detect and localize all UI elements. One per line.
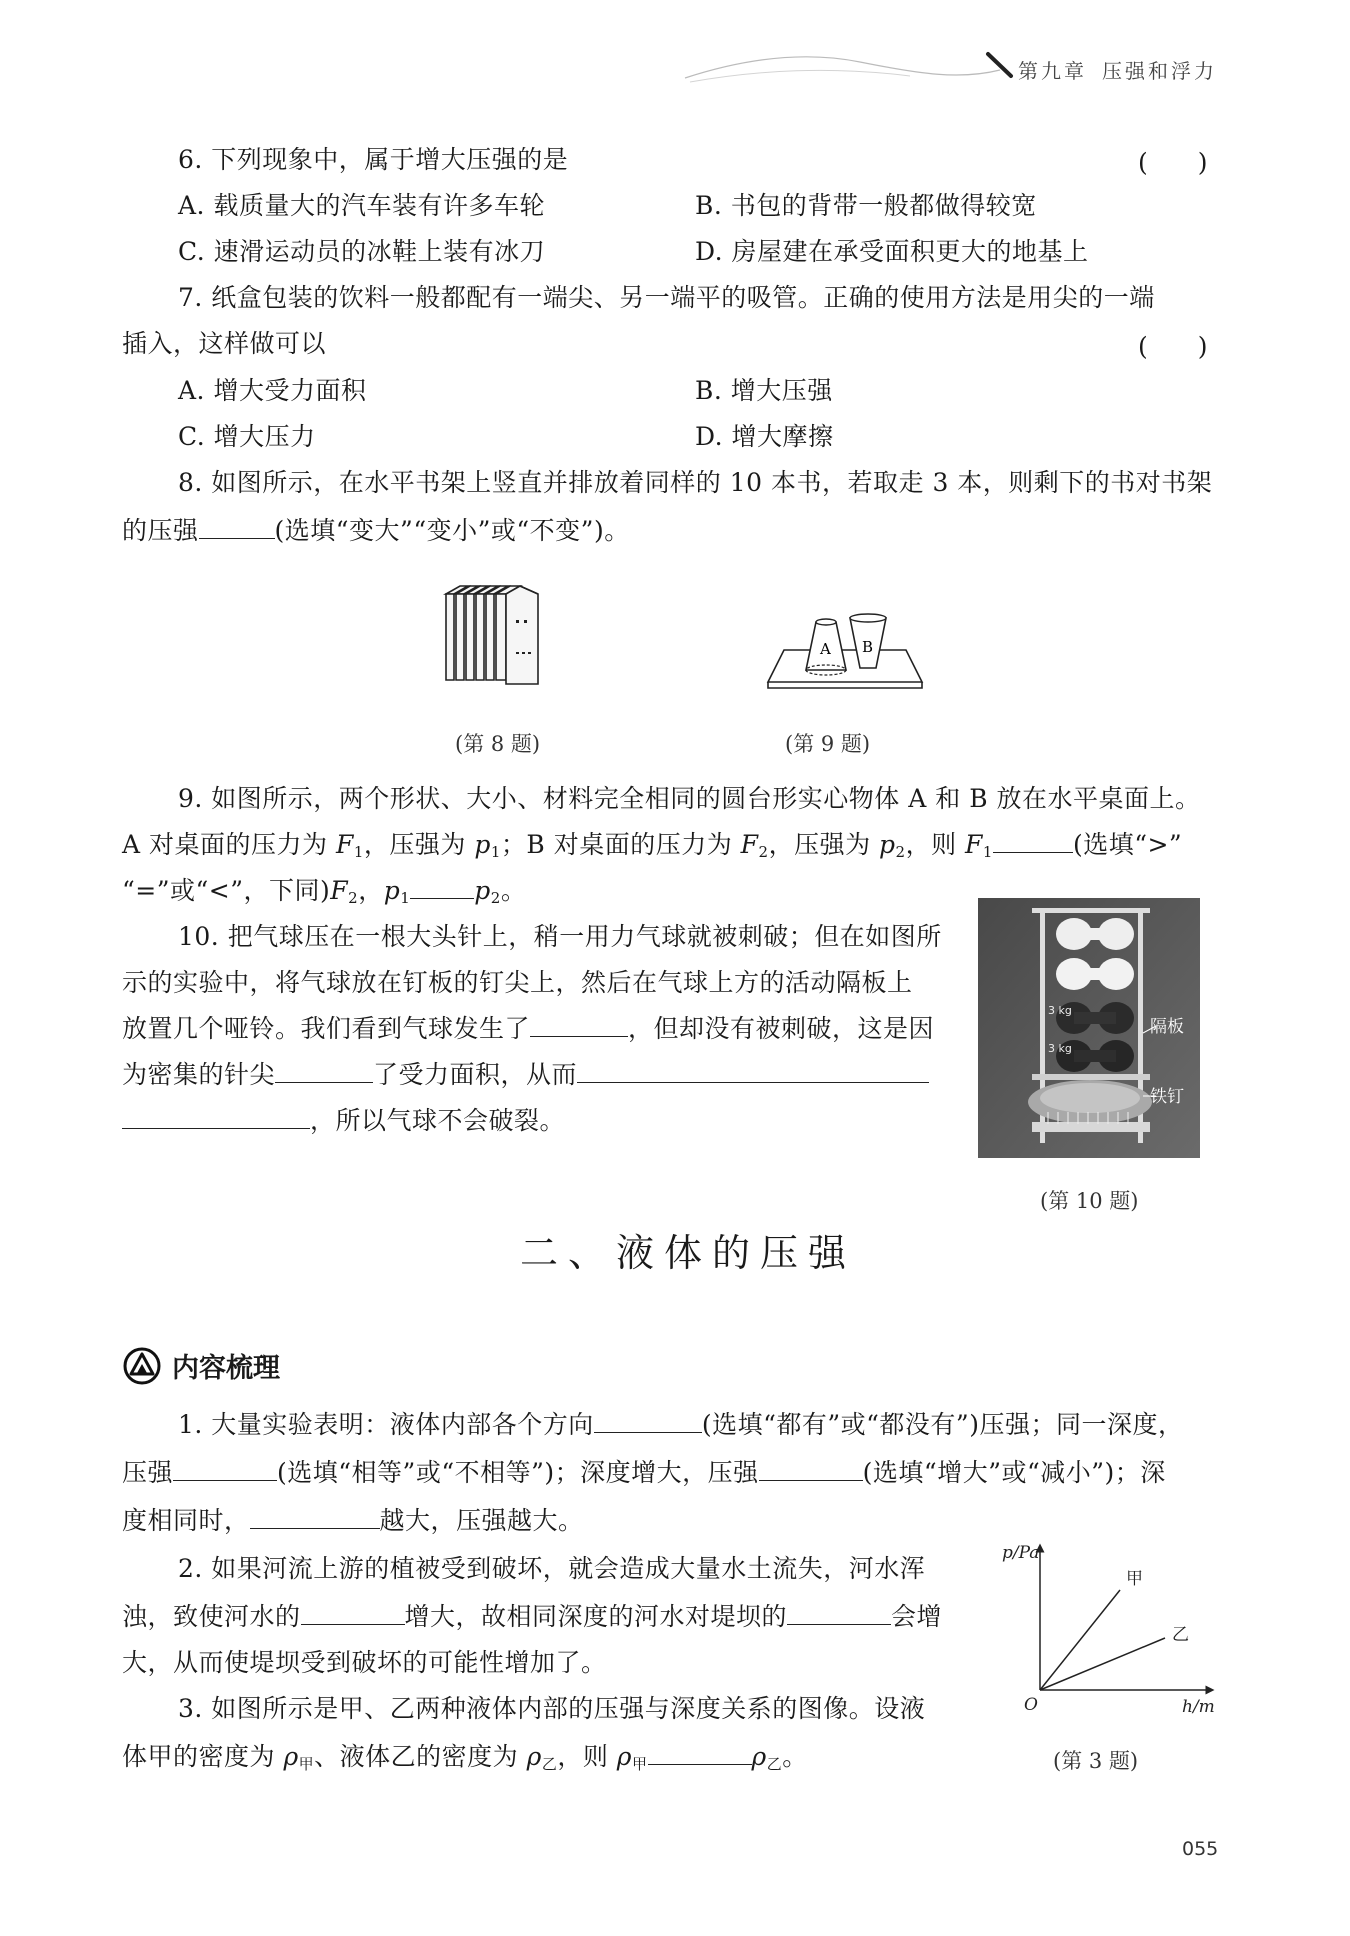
q9-sub: 1 [353, 843, 364, 861]
q9-text: “=”或“<”，下同) [122, 876, 331, 905]
q9-sub: 1 [982, 843, 993, 861]
figure-3-xlabel: h/m [1182, 1697, 1215, 1717]
c1-line3 [122, 1504, 584, 1538]
q10-answer-blank-3b[interactable] [122, 1104, 310, 1129]
figure-10-caption: (第 10 题) [1040, 1189, 1139, 1213]
q7-option-a: A. 增大受力面积 [178, 376, 367, 405]
c3-sub: 乙 [766, 1755, 783, 1773]
figure-8-books [440, 580, 560, 690]
c1-answer-blank-2[interactable] [173, 1456, 277, 1481]
q9-text: ，压强为 [768, 830, 880, 859]
c1-answer-blank-4[interactable] [250, 1504, 380, 1529]
q10-text: ，所以气球不会破裂。 [310, 1106, 566, 1135]
q9-text: ， [358, 876, 384, 905]
q9-sub: 2 [490, 889, 501, 907]
figure-3-series-jia: 甲 [1126, 1569, 1143, 1589]
q10-answer-blank-3a[interactable] [577, 1058, 929, 1083]
figure-10-photo [978, 898, 1200, 1158]
q9-var: p [879, 830, 896, 859]
c1-answer-blank-3[interactable] [759, 1456, 863, 1481]
c3-sub: 甲 [298, 1755, 315, 1773]
c2-line2 [122, 1600, 942, 1634]
c1-text: (选填“相等”或“不相等”)；深度增大，压强 [277, 1458, 759, 1487]
figure-9-label-a: A [820, 640, 831, 658]
c2-line1: 2. 如果河流上游的植被受到破坏，就会造成大量水土流失，河水浑 [178, 1554, 926, 1583]
c1-line1 [178, 1408, 1183, 1442]
q6-answer-paren[interactable]: ( ) [1138, 148, 1208, 177]
header-title: 压强和浮力 [1102, 59, 1217, 83]
q8-text-options: (选填“变大”“变小”或“不变”)。 [274, 516, 630, 545]
c3-text: 。 [782, 1742, 808, 1771]
c1-line2 [122, 1456, 1166, 1490]
figure-3-caption: (第 3 题) [1053, 1749, 1139, 1773]
q9-answer-blank-1[interactable] [993, 828, 1073, 853]
q7-option-c: C. 增大压力 [178, 422, 316, 451]
c1-text: 越大，压强越大。 [379, 1506, 584, 1535]
c3-rho: ρ [616, 1742, 632, 1771]
q10-line2: 示的实验中，将气球放在钉板的钉尖上，然后在气球上方的活动隔板上 [122, 968, 913, 997]
q10-text: 为密集的针尖 [122, 1060, 276, 1089]
c2-text: 浊，致使河水的 [122, 1602, 301, 1631]
q8-line2 [122, 514, 630, 548]
q10-line1: 10. 把气球压在一根大头针上，稍一用力气球就被刺破；但在如图所 [178, 922, 942, 951]
q9-text: ，压强为 [363, 830, 475, 859]
figure-3-series-yi: 乙 [1172, 1625, 1189, 1645]
q9-line3 [122, 874, 526, 915]
header-chapter: 第九章 [1018, 59, 1087, 83]
c1-text: 度相同时， [122, 1506, 250, 1535]
q9-text: 。 [500, 876, 527, 905]
q9-text: ，则 [905, 830, 966, 859]
q6-option-d: D. 房屋建在承受面积更大的地基上 [695, 237, 1089, 266]
c1-text: 1. 大量实验表明：液体内部各个方向 [178, 1410, 594, 1439]
q9-var: F [965, 830, 983, 859]
c3-text: 体甲的密度为 [122, 1742, 284, 1771]
figure-3-graph [1002, 1540, 1230, 1717]
q7-stem-line2: 插入，这样做可以 [122, 329, 327, 358]
c2-text: 增大，故相同深度的河水对堤坝的 [404, 1602, 788, 1631]
q8-text: 的压强 [122, 516, 199, 545]
q9-sub: 1 [490, 843, 501, 861]
q7-stem-line1: 7. 纸盒包装的饮料一般都配有一端尖、另一端平的吸管。正确的使用方法是用尖的一端 [178, 283, 1155, 312]
q10-line3 [122, 1012, 934, 1046]
c3-line1: 3. 如图所示是甲、乙两种液体内部的压强与深度关系的图像。设液 [178, 1694, 926, 1723]
q10-text: ，但却没有被刺破，这是因 [628, 1014, 935, 1043]
q9-var: p [383, 876, 401, 905]
q7-answer-paren[interactable]: ( ) [1138, 332, 1208, 361]
q9-sub: 2 [895, 843, 906, 861]
figure-3-line-yi [1040, 1638, 1165, 1690]
q9-var: F [740, 830, 759, 859]
q10-line5 [122, 1104, 565, 1138]
q9-var: F [335, 830, 354, 859]
pen-icon [985, 50, 1015, 80]
c1-text: (选填“都有”或“都没有”)压强；同一深度， [701, 1410, 1184, 1439]
q9-text: (选填“>” [1072, 830, 1183, 859]
figure-3-ylabel: p/Pa [1002, 1543, 1040, 1563]
q6-option-c: C. 速滑运动员的冰鞋上装有冰刀 [178, 237, 546, 266]
figure-3-origin: O [1024, 1695, 1038, 1715]
c3-line2 [122, 1740, 808, 1781]
q8-line1: 8. 如图所示，在水平书架上竖直并排放着同样的 10 本书，若取走 3 本，则剩下的书对书架 [178, 468, 1213, 497]
figure-10-kg2: 3 kg [1048, 1042, 1072, 1055]
q6-option-a: A. 载质量大的汽车装有许多车轮 [178, 191, 545, 220]
figure-9-label-b: B [862, 638, 874, 656]
q9-line1: 9. 如图所示，两个形状、大小、材料完全相同的圆台形实心物体 A 和 B 放在水平桌面上。 [178, 784, 1201, 813]
c3-text: 、液体乙的密度为 [314, 1742, 527, 1771]
c2-answer-blank-2[interactable] [787, 1600, 891, 1625]
q10-text: 放置几个哑铃。我们看到气球发生了 [122, 1014, 531, 1043]
q9-var: p [474, 876, 491, 905]
q9-sub: 2 [348, 889, 359, 907]
q9-sub: 2 [758, 843, 769, 861]
q9-var: p [474, 830, 491, 859]
q9-text: ；B 对桌面的压力为 [500, 830, 741, 859]
figure-10-label-nail: 铁钉 [1150, 1087, 1184, 1107]
header-decoration [680, 40, 1010, 90]
figure-9-frustums [760, 610, 930, 690]
q10-answer-blank-2[interactable] [275, 1058, 373, 1083]
c2-text: 会增 [891, 1602, 943, 1631]
c3-sub: 乙 [541, 1755, 558, 1773]
figure-9-caption: (第 9 题) [785, 732, 871, 756]
q10-answer-blank-1[interactable] [530, 1012, 628, 1037]
c1-text: 压强 [122, 1458, 174, 1487]
c3-sub: 甲 [632, 1755, 648, 1773]
figure-8-caption: (第 8 题) [455, 732, 541, 756]
q9-text: A 对桌面的压力为 [122, 830, 336, 859]
q6-option-b: B. 书包的背带一般都做得较宽 [695, 191, 1037, 220]
c1-answer-blank-1[interactable] [594, 1408, 702, 1433]
c3-text: ，则 [557, 1742, 617, 1771]
c1-text: (选填“增大”或“减小”)；深 [862, 1458, 1166, 1487]
section-title: 二、液体的压强 [520, 1231, 857, 1275]
q10-text: 了受力面积，从而 [373, 1060, 578, 1089]
subsection-title: 内容梳理 [172, 1353, 280, 1384]
c3-answer-blank[interactable] [648, 1740, 752, 1765]
c3-rho: ρ [526, 1742, 542, 1771]
page-number: 055 [1182, 1838, 1219, 1860]
q6-stem: 6. 下列现象中，属于增大压强的是 [178, 145, 569, 174]
c2-line3: 大，从而使堤坝受到破坏的可能性增加了。 [122, 1648, 607, 1677]
figure-3-line-jia [1040, 1590, 1120, 1690]
figure-10-kg1: 3 kg [1048, 1004, 1072, 1017]
figure-10-label-partition: 隔板 [1150, 1017, 1184, 1037]
q8-answer-blank[interactable] [199, 514, 275, 539]
c3-rho: ρ [751, 1742, 767, 1771]
q7-option-d: D. 增大摩擦 [695, 422, 834, 451]
q9-var: F [330, 876, 349, 905]
q7-option-b: B. 增大压强 [695, 376, 833, 405]
c3-rho: ρ [283, 1742, 299, 1771]
q9-line2 [122, 828, 1182, 869]
q10-line4 [122, 1058, 929, 1092]
c2-answer-blank-1[interactable] [301, 1600, 405, 1625]
q9-sub: 1 [400, 889, 411, 907]
triangle-logo-icon [122, 1346, 162, 1386]
q9-answer-blank-2[interactable] [410, 874, 474, 899]
